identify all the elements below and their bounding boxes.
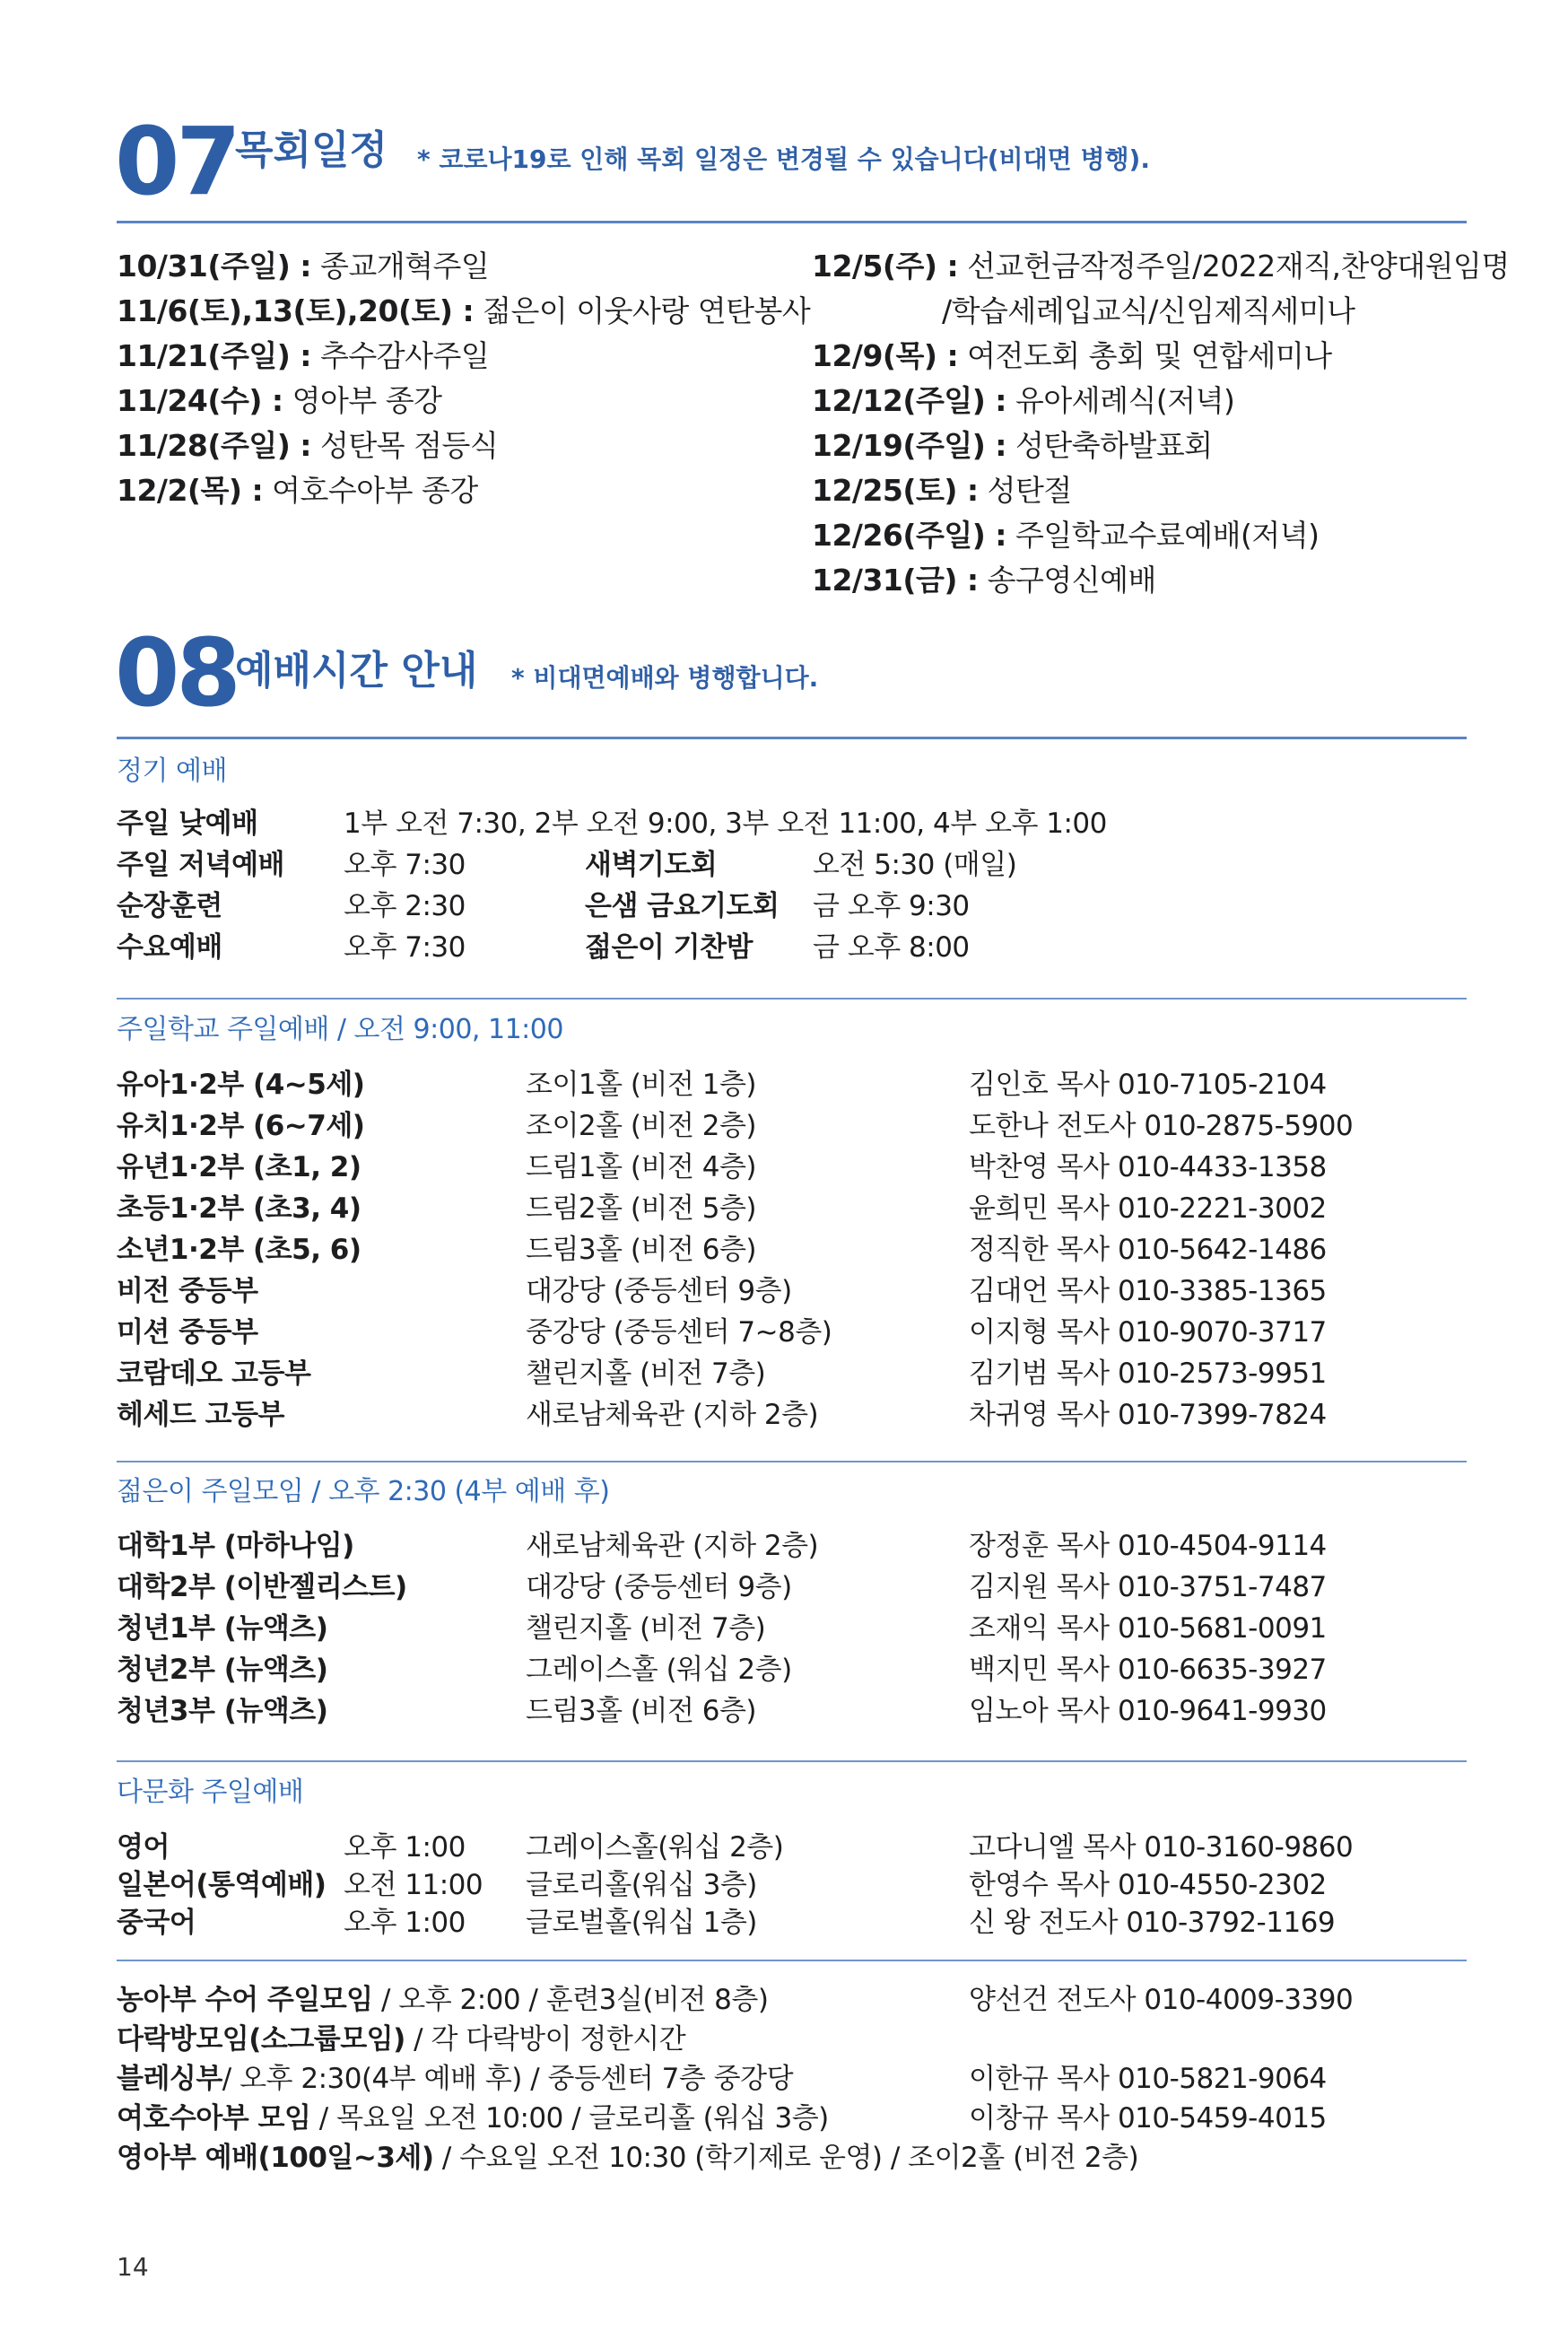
location: 드림3홀 (비전 6층): [526, 1695, 757, 1727]
section-note-schedule: * 코로나19로 인해 목회 일정은 변경될 수 있습니다(비대면 병행).: [417, 144, 1150, 174]
meeting-details: / 목요일 오전 10:00 / 글로리홀 (워십 3층): [310, 2102, 829, 2135]
table-row: [0, 1229, 1568, 1270]
service-time: 오후 7:30: [344, 931, 466, 964]
contact: 임노아 목사 010-9641-9930: [969, 1695, 1327, 1727]
schedule-event: 성탄절: [978, 473, 1072, 508]
meeting-row: [0, 2098, 1568, 2139]
contact: 양선건 전도사 010-4009-3390: [969, 1984, 1354, 2016]
department: 청년3부 (뉴액츠): [117, 1695, 328, 1727]
department: 코람데오 고등부: [117, 1358, 311, 1390]
table-row: [0, 1353, 1568, 1394]
meeting-name: 농아부 수어 주일모임: [117, 1984, 373, 2016]
service-name: 은샘 금요기도회: [585, 890, 780, 922]
section-note-worship-times: * 비대면예배와 병행합니다.: [511, 663, 819, 693]
table-row: [0, 1567, 1568, 1608]
language: 일본어(통역예배): [117, 1869, 327, 1901]
meeting-info: [117, 2019, 685, 2060]
location: 새로남체육관 (지하 2층): [526, 1530, 819, 1562]
schedule-item: [117, 423, 810, 468]
location: 대강당 (중등센터 9층): [526, 1571, 792, 1603]
department: 대학2부 (이반젤리스트): [117, 1571, 407, 1603]
schedule-item: [812, 379, 1510, 423]
contact: 차귀영 목사 010-7399-7824: [969, 1399, 1327, 1431]
contact: 이창규 목사 010-5459-4015: [969, 2102, 1327, 2135]
contact: 정직한 목사 010-5642-1486: [969, 1234, 1327, 1266]
schedule-event: 성탄축하발표회: [1006, 428, 1213, 463]
table-row: [0, 1608, 1568, 1649]
table-row: [0, 1312, 1568, 1353]
table-row: [0, 1902, 1568, 1943]
location: 그레이스홀 (워십 2층): [526, 1654, 792, 1686]
schedule-date: 11/6(토),13(토),20(토) :: [117, 293, 475, 328]
meeting-name: 영아부 예배(100일~3세): [117, 2142, 434, 2174]
language: 영어: [117, 1831, 170, 1864]
service-time: 오후 1:00: [344, 1907, 466, 1939]
meeting-row: [0, 2137, 1568, 2178]
schedule-date: 12/31(금) :: [812, 563, 979, 598]
schedule-event: 종교개혁주일: [311, 249, 490, 284]
location: 대강당 (중등센터 9층): [526, 1275, 792, 1307]
contact: 김대언 목사 010-3385-1365: [969, 1275, 1327, 1307]
meeting-row: [0, 1979, 1568, 2021]
schedule-item: [812, 334, 1510, 379]
sunday-school-heading: 주일학교 주일예배 / 오전 9:00, 11:00: [117, 1014, 563, 1045]
schedule-date: 11/28(주일) :: [117, 428, 312, 463]
contact: 박찬영 목사 010-4433-1358: [969, 1151, 1327, 1183]
schedule-item: [117, 334, 810, 379]
meeting-name: 다락방모임(소그룹모임): [117, 2023, 405, 2056]
schedule-date: 11/24(수) :: [117, 383, 283, 418]
multicultural-heading: 다문화 주일예배: [117, 1777, 304, 1808]
meeting-details: / 수요일 오전 10:30 (학기제로 운영) / 조이2홀 (비전 2층): [433, 2142, 1139, 2174]
schedule-event: 주일학교수료예배(저녁): [1006, 518, 1320, 553]
contact: 김인호 목사 010-7105-2104: [969, 1069, 1327, 1101]
divider: [117, 1461, 1467, 1462]
schedule-event: /학습세례입교식/신임제직세미나: [942, 293, 1355, 328]
section-number-08: 08: [115, 618, 238, 728]
table-row: [0, 1064, 1568, 1105]
meeting-details: / 각 다락방이 정한시간: [405, 2023, 686, 2056]
department: 미션 중등부: [117, 1316, 258, 1349]
contact: 조재익 목사 010-5681-0091: [969, 1612, 1327, 1645]
service-name: 새벽기도회: [585, 849, 718, 881]
divider: [117, 221, 1467, 223]
schedule-item: [117, 244, 810, 289]
regular-worship-heading: 정기 예배: [117, 755, 227, 787]
section-title-worship-times: 예배시간 안내: [235, 648, 478, 694]
location: 중강당 (중등센터 7~8층): [526, 1316, 832, 1349]
schedule-event: 유아세례식(저녁): [1006, 383, 1235, 418]
meeting-info: [117, 2058, 793, 2100]
location: 그레이스홀(워십 2층): [526, 1831, 784, 1864]
schedule-item: [812, 289, 1510, 334]
schedule-item: [812, 558, 1510, 603]
service-time: 금 오후 8:00: [813, 931, 970, 964]
meeting-row: [0, 2019, 1568, 2060]
meeting-row: [0, 2058, 1568, 2100]
meeting-info: [117, 2098, 829, 2139]
location: 글로벌홀(워십 1층): [526, 1907, 757, 1939]
divider: [117, 1960, 1467, 1961]
department: 청년2부 (뉴액츠): [117, 1654, 328, 1686]
table-row: [0, 844, 1568, 886]
schedule-list-right: [812, 244, 1510, 603]
table-row: [0, 1394, 1568, 1436]
service-name: 수요예배: [117, 931, 222, 964]
page-number: 14: [117, 2252, 149, 2282]
table-row: [0, 1690, 1568, 1732]
contact: 장정훈 목사 010-4504-9114: [969, 1530, 1327, 1562]
schedule-item: [117, 468, 810, 513]
schedule-date: 12/25(토) :: [812, 473, 979, 508]
department: 유아1·2부 (4~5세): [117, 1069, 365, 1101]
language: 중국어: [117, 1907, 196, 1939]
contact: 도한나 전도사 010-2875-5900: [969, 1110, 1354, 1142]
schedule-date: 12/19(주일) :: [812, 428, 1007, 463]
table-row: [0, 803, 1568, 844]
schedule-item: [812, 244, 1510, 289]
location: 글로리홀(워십 3층): [526, 1869, 757, 1901]
divider: [117, 1760, 1467, 1762]
department: 헤세드 고등부: [117, 1399, 284, 1431]
schedule-item: [812, 513, 1510, 558]
contact: 김기범 목사 010-2573-9951: [969, 1358, 1327, 1390]
table-row: [0, 1827, 1568, 1868]
schedule-date: 12/26(주일) :: [812, 518, 1007, 553]
department: 비전 중등부: [117, 1275, 258, 1307]
table-row: [0, 1649, 1568, 1690]
schedule-date: 10/31(주일) :: [117, 249, 312, 284]
service-name: 순장훈련: [117, 890, 222, 922]
section-title-schedule: 목회일정: [235, 127, 388, 173]
schedule-event: 여호수아부 종강: [263, 473, 478, 508]
schedule-event: 송구영신예배: [978, 563, 1156, 598]
contact: 신 왕 전도사 010-3792-1169: [969, 1907, 1336, 1939]
schedule-item: [812, 468, 1510, 513]
service-time: 1부 오전 7:30, 2부 오전 9:00, 3부 오전 11:00, 4부 오후 1:00: [344, 808, 1107, 840]
schedule-date: 12/9(목) :: [812, 338, 959, 373]
schedule-date: 12/2(목) :: [117, 473, 264, 508]
location: 드림2홀 (비전 5층): [526, 1192, 757, 1225]
schedule-date: 11/21(주일) :: [117, 338, 312, 373]
meeting-details: / 오후 2:30(4부 예배 후) / 중등센터 7층 중강당: [222, 2063, 794, 2095]
schedule-event: 추수감사주일: [311, 338, 490, 373]
meeting-details: / 오후 2:00 / 훈련3실(비전 8층): [372, 1984, 769, 2016]
table-row: [0, 886, 1568, 927]
meeting-info: [117, 2137, 1138, 2178]
contact: 백지민 목사 010-6635-3927: [969, 1654, 1327, 1686]
location: 드림1홀 (비전 4층): [526, 1151, 757, 1183]
contact: 한영수 목사 010-4550-2302: [969, 1869, 1327, 1901]
contact: 이지형 목사 010-9070-3717: [969, 1316, 1327, 1349]
table-row: [0, 927, 1568, 968]
department: 유년1·2부 (초1, 2): [117, 1151, 362, 1183]
young-adults-heading: 젊은이 주일모임 / 오후 2:30 (4부 예배 후): [117, 1476, 610, 1507]
location: 챌린지홀 (비전 7층): [526, 1612, 766, 1645]
service-time: 금 오후 9:30: [813, 890, 970, 922]
divider: [117, 998, 1467, 1000]
schedule-event: 젊은이 이웃사랑 연탄봉사: [474, 293, 811, 328]
location: 새로남체육관 (지하 2층): [526, 1399, 819, 1431]
department: 초등1·2부 (초3, 4): [117, 1192, 362, 1225]
contact: 김지원 목사 010-3751-7487: [969, 1571, 1327, 1603]
table-row: [0, 1864, 1568, 1906]
schedule-event: 선교헌금작정주일/2022재직,찬양대원임명: [958, 249, 1510, 284]
service-time: 오전 11:00: [344, 1869, 483, 1901]
service-name: 젊은이 기찬밤: [585, 931, 753, 964]
table-row: [0, 1147, 1568, 1188]
schedule-date: 12/12(주일) :: [812, 383, 1007, 418]
location: 드림3홀 (비전 6층): [526, 1234, 757, 1266]
table-row: [0, 1270, 1568, 1312]
schedule-date: 12/5(주) :: [812, 249, 959, 284]
location: 조이2홀 (비전 2층): [526, 1110, 757, 1142]
meeting-name: 여호수아부 모임: [117, 2102, 311, 2135]
service-time: 오후 7:30: [344, 849, 466, 881]
schedule-event: 여전도회 총회 및 연합세미나: [958, 338, 1332, 373]
divider: [117, 737, 1467, 739]
schedule-list-left: [117, 244, 810, 513]
service-name: 주일 낮예배: [117, 808, 258, 840]
contact: 고다니엘 목사 010-3160-9860: [969, 1831, 1354, 1864]
department: 유치1·2부 (6~7세): [117, 1110, 365, 1142]
schedule-item: [117, 379, 810, 423]
contact: 윤희민 목사 010-2221-3002: [969, 1192, 1327, 1225]
table-row: [0, 1525, 1568, 1567]
department: 대학1부 (마하나임): [117, 1530, 354, 1562]
location: 조이1홀 (비전 1층): [526, 1069, 757, 1101]
service-time: 오후 1:00: [344, 1831, 466, 1864]
table-row: [0, 1105, 1568, 1147]
location: 챌린지홀 (비전 7층): [526, 1358, 766, 1390]
service-time: 오전 5:30 (매일): [813, 849, 1017, 881]
service-name: 주일 저녁예배: [117, 849, 284, 881]
service-time: 오후 2:30: [344, 890, 466, 922]
meeting-info: [117, 1979, 768, 2021]
schedule-event: 성탄목 점등식: [311, 428, 499, 463]
section-number-07: 07: [115, 107, 238, 216]
table-row: [0, 1188, 1568, 1229]
department: 소년1·2부 (초5, 6): [117, 1234, 362, 1266]
contact: 이한규 목사 010-5821-9064: [969, 2063, 1327, 2095]
meeting-name: 블레싱부: [117, 2063, 222, 2095]
department: 청년1부 (뉴액츠): [117, 1612, 328, 1645]
schedule-item: [117, 289, 810, 334]
schedule-event: 영아부 종강: [283, 383, 442, 418]
schedule-item: [812, 423, 1510, 468]
